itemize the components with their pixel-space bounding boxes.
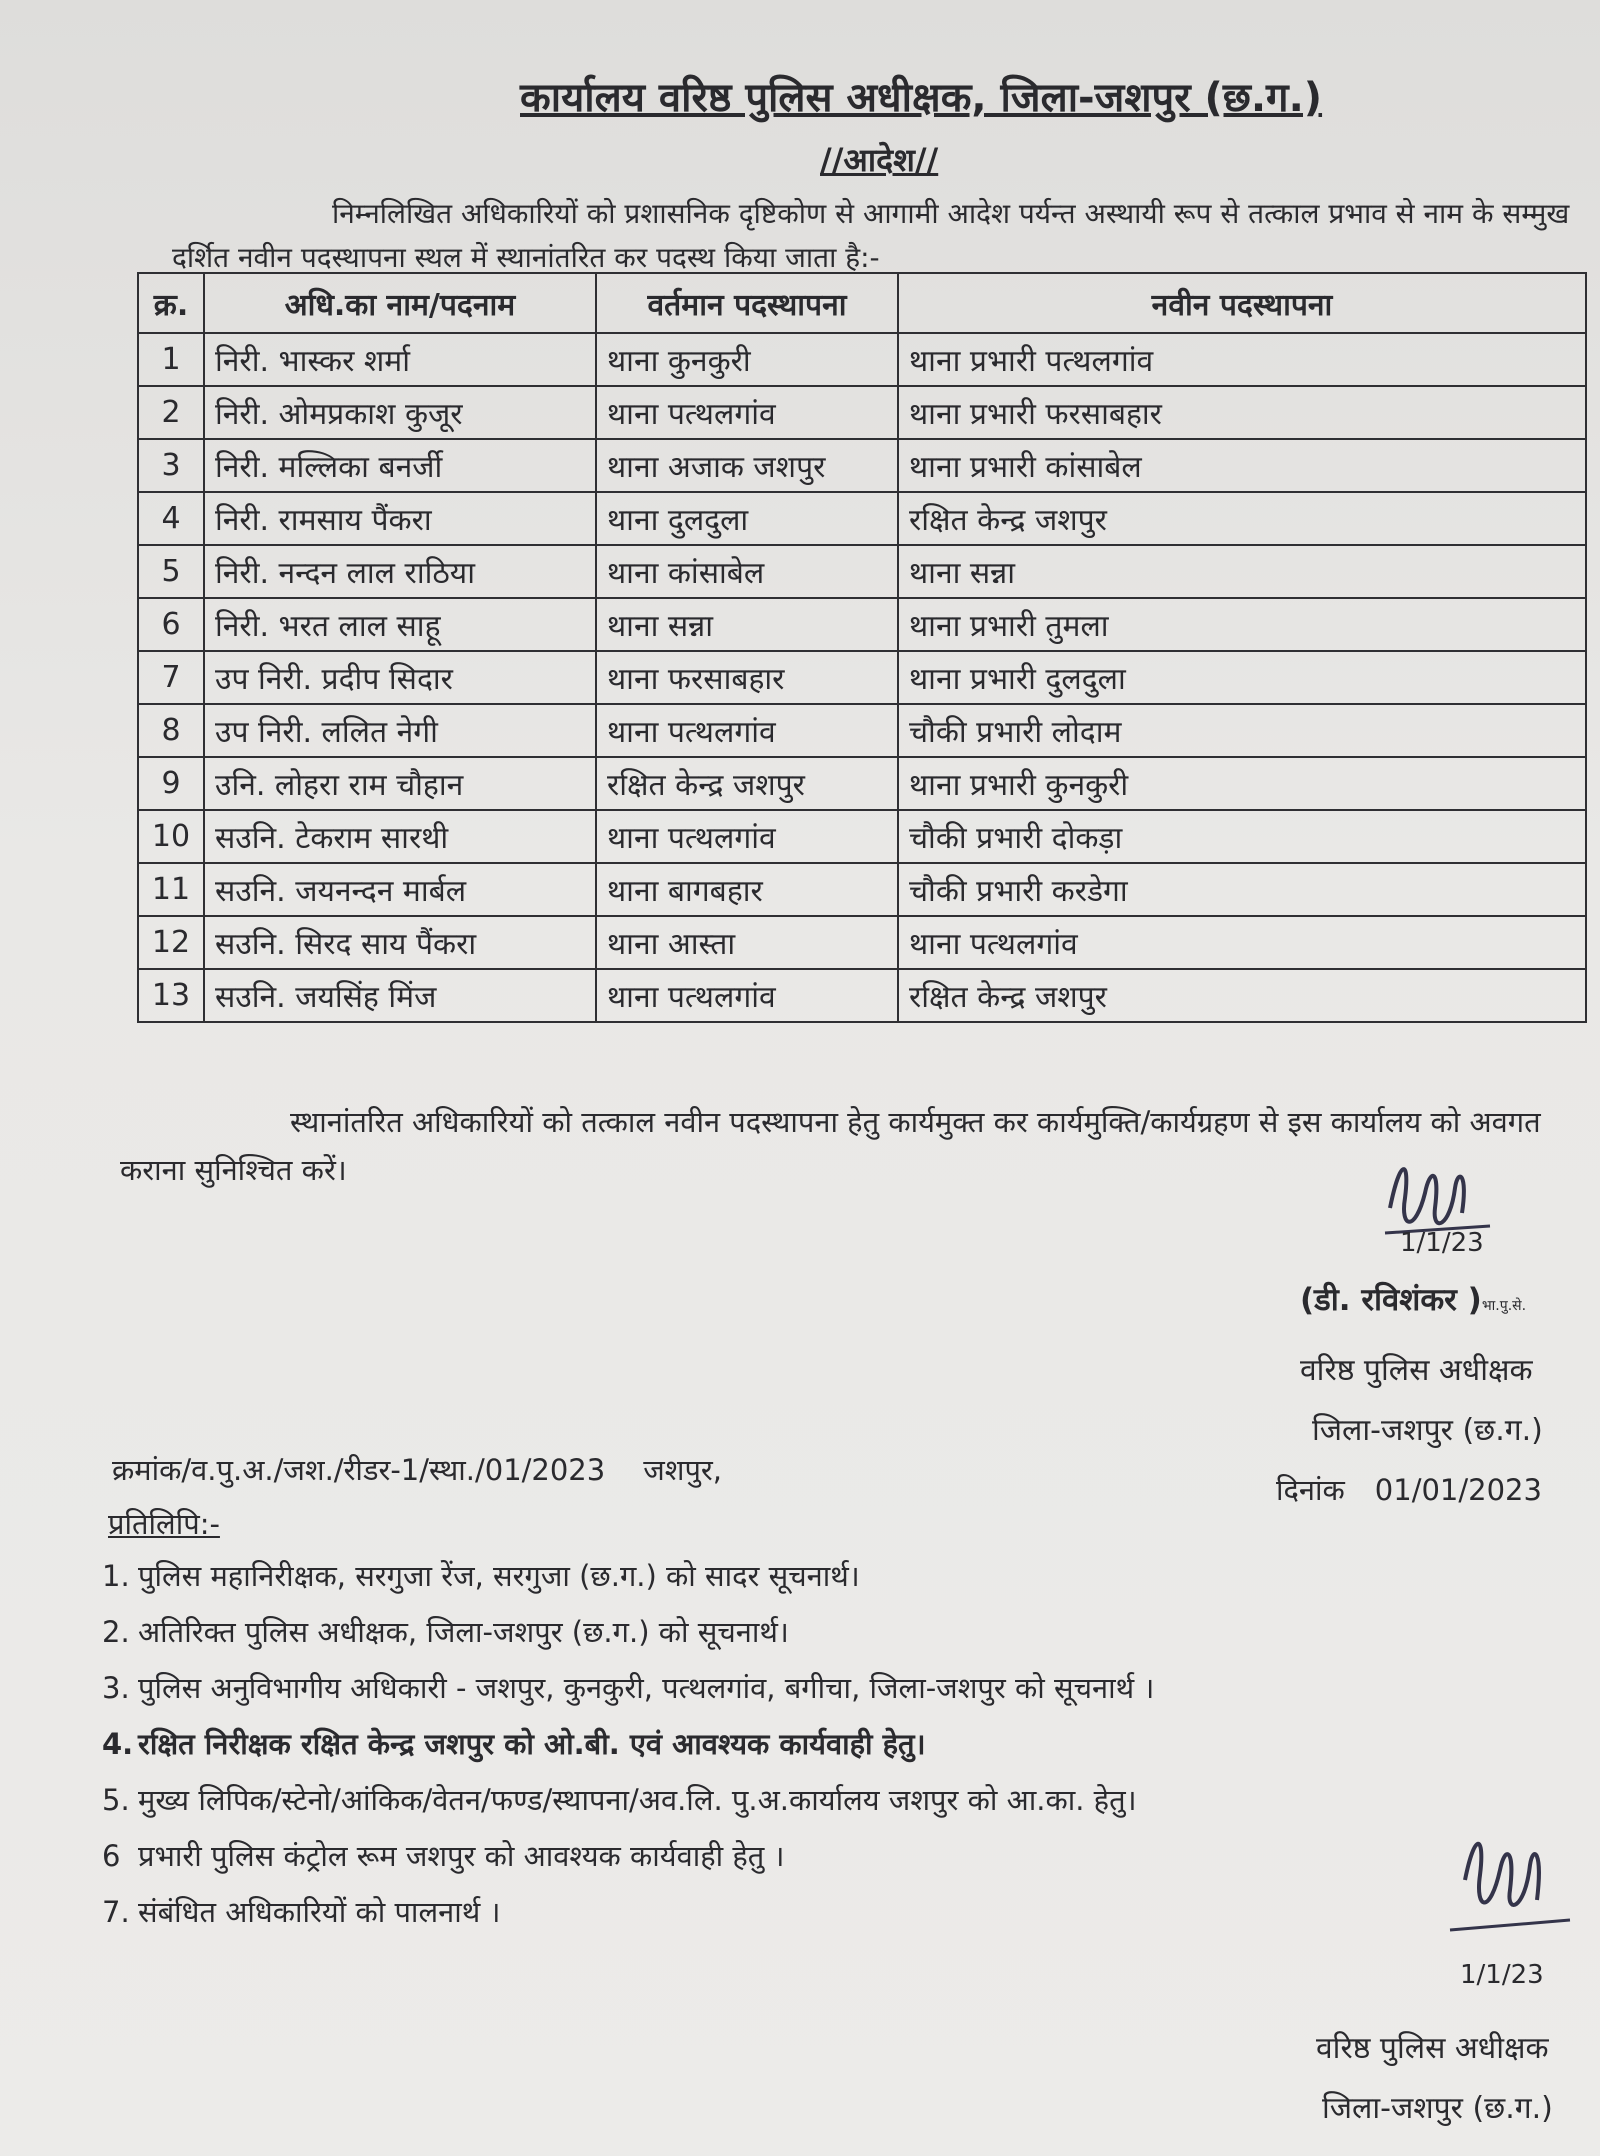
- row-current: थाना पत्थलगांव: [596, 969, 898, 1022]
- row-name: सउनि. जयनन्दन मार्बल: [204, 863, 596, 916]
- row-serial: 12: [138, 916, 204, 969]
- copy-num: 2.: [102, 1615, 130, 1649]
- copy-text: मुख्य लिपिक/स्टेनो/आंकिक/वेतन/फण्ड/स्थापना/अव.लि. पु.अ.कार्यालय जशपुर को आ.का. हेतु।: [138, 1783, 1137, 1817]
- copy-text: पुलिस महानिरीक्षक, सरगुजा रेंज, सरगुजा (छ.ग.) को सादर सूचनार्थ।: [138, 1559, 860, 1593]
- copy-list: [102, 1556, 1154, 1948]
- table-row: [138, 757, 1586, 810]
- row-name: उनि. लोहरा राम चौहान: [204, 757, 596, 810]
- row-current: थाना बागबहार: [596, 863, 898, 916]
- list-item: [102, 1836, 1154, 1892]
- table-row: [138, 333, 1586, 386]
- row-serial: 13: [138, 969, 204, 1022]
- table-row: [138, 810, 1586, 863]
- footer-district: जिला-जशपुर (छ.ग.): [1322, 2091, 1553, 2126]
- table-row: [138, 969, 1586, 1022]
- row-serial: 11: [138, 863, 204, 916]
- table-row: [138, 704, 1586, 757]
- transfer-table: [137, 272, 1587, 1023]
- copy-text: पुलिस अनुविभागीय अधिकारी - जशपुर, कुनकुरी, पत्थलगांव, बगीचा, जिला-जशपुर को सूचनार्थ ।: [138, 1671, 1155, 1705]
- relieve-instruction: स्थानांतरित अधिकारियों को तत्काल नवीन पदस्थापना हेतु कार्यमुक्त कर कार्यमुक्ति/कार्यग्रहण से इस कार्यालय को अवगत कराना सुनिश्चित करें।: [120, 1105, 1541, 1187]
- table-row: [138, 916, 1586, 969]
- row-new: रक्षित केन्द्र जशपुर: [898, 969, 1586, 1022]
- row-current: थाना कांसाबेल: [596, 545, 898, 598]
- copy-num: 1.: [102, 1559, 130, 1593]
- table-row: [138, 439, 1586, 492]
- row-name: सउनि. सिरद साय पैंकरा: [204, 916, 596, 969]
- row-name: निरी. नन्दन लाल राठिया: [204, 545, 596, 598]
- header-serial: क्र.: [138, 273, 204, 333]
- row-current: थाना दुलदुला: [596, 492, 898, 545]
- row-current: थाना सन्ना: [596, 598, 898, 651]
- copy-text: प्रभारी पुलिस कंट्रोल रूम जशपुर को आवश्यक कार्यवाही हेतु ।: [138, 1839, 785, 1873]
- copy-heading: प्रतिलिपि:-: [108, 1507, 220, 1541]
- copy-num: 4.: [102, 1727, 134, 1761]
- list-item: [102, 1668, 1154, 1724]
- table-row: [138, 492, 1586, 545]
- row-current: थाना कुनकुरी: [596, 333, 898, 386]
- signature-date-mark: 1/1/23: [1400, 1228, 1484, 1258]
- row-current: थाना आस्ता: [596, 916, 898, 969]
- row-name: निरी. भरत लाल साहू: [204, 598, 596, 651]
- office-title: कार्यालय वरिष्ठ पुलिस अधीक्षक, जिला-जशपुर (छ.ग.): [520, 75, 1323, 121]
- row-name: उप निरी. प्रदीप सिदार: [204, 651, 596, 704]
- signer-ips: भा.पु.से.: [1481, 1298, 1527, 1314]
- signer-name: [1300, 1278, 1526, 1320]
- row-name: सउनि. जयसिंह मिंज: [204, 969, 596, 1022]
- row-serial: 2: [138, 386, 204, 439]
- row-current: थाना पत्थलगांव: [596, 810, 898, 863]
- table-row: [138, 598, 1586, 651]
- row-serial: 1: [138, 333, 204, 386]
- footer-signature-mark: [1440, 1820, 1600, 1940]
- row-current: रक्षित केन्द्र जशपुर: [596, 757, 898, 810]
- row-current: थाना पत्थलगांव: [596, 386, 898, 439]
- date-line: [1276, 1470, 1542, 1509]
- copy-num: 3.: [102, 1671, 130, 1705]
- row-serial: 5: [138, 545, 204, 598]
- copy-text: रक्षित निरीक्षक रक्षित केन्द्र जशपुर को ओ.बी. एवं आवश्यक कार्यवाही हेतु।: [138, 1727, 926, 1761]
- table-row: [138, 545, 1586, 598]
- row-new: थाना प्रभारी तुमला: [898, 598, 1586, 651]
- row-new: थाना प्रभारी दुलदुला: [898, 651, 1586, 704]
- row-new: रक्षित केन्द्र जशपुर: [898, 492, 1586, 545]
- copy-text: संबंधित अधिकारियों को पालनार्थ ।: [138, 1895, 501, 1929]
- row-name: निरी. रामसाय पैंकरा: [204, 492, 596, 545]
- row-serial: 4: [138, 492, 204, 545]
- copy-num: 5.: [102, 1783, 130, 1817]
- row-new: चौकी प्रभारी दोकड़ा: [898, 810, 1586, 863]
- copy-text: अतिरिक्त पुलिस अधीक्षक, जिला-जशपुर (छ.ग.) को सूचनार्थ।: [138, 1615, 789, 1649]
- row-serial: 6: [138, 598, 204, 651]
- reference-place: जशपुर,: [643, 1453, 723, 1487]
- header-current-posting: वर्तमान पदस्थापना: [596, 273, 898, 333]
- list-item: [102, 1612, 1154, 1668]
- row-new: थाना प्रभारी पत्थलगांव: [898, 333, 1586, 386]
- row-current: थाना पत्थलगांव: [596, 704, 898, 757]
- row-serial: 8: [138, 704, 204, 757]
- copy-num: 7.: [102, 1895, 130, 1929]
- order-label: //आदेश//: [820, 141, 939, 179]
- list-item: [102, 1556, 1154, 1612]
- signer-name-text: (डी. रविशंकर ): [1300, 1282, 1482, 1318]
- row-new: थाना सन्ना: [898, 545, 1586, 598]
- header-new-posting: नवीन पदस्थापना: [898, 273, 1586, 333]
- list-item: [102, 1724, 1154, 1780]
- row-new: चौकी प्रभारी लोदाम: [898, 704, 1586, 757]
- date-value: 01/01/2023: [1374, 1473, 1542, 1507]
- table-body: [138, 333, 1586, 1022]
- signer-designation: वरिष्ठ पुलिस अधीक्षक: [1300, 1353, 1533, 1388]
- row-current: थाना फरसाबहार: [596, 651, 898, 704]
- row-serial: 10: [138, 810, 204, 863]
- row-serial: 7: [138, 651, 204, 704]
- row-new: चौकी प्रभारी करडेगा: [898, 863, 1586, 916]
- row-serial: 3: [138, 439, 204, 492]
- signer-district: जिला-जशपुर (छ.ग.): [1312, 1413, 1543, 1448]
- row-new: थाना प्रभारी कुनकुरी: [898, 757, 1586, 810]
- table-row: [138, 863, 1586, 916]
- row-new: थाना प्रभारी फरसाबहार: [898, 386, 1586, 439]
- row-name: निरी. ओमप्रकाश कुजूर: [204, 386, 596, 439]
- list-item: [102, 1780, 1154, 1836]
- footer-date-mark: 1/1/23: [1460, 1960, 1544, 1990]
- header-name: अधि.का नाम/पदनाम: [204, 273, 596, 333]
- row-current: थाना अजाक जशपुर: [596, 439, 898, 492]
- copy-num: 6: [102, 1839, 121, 1873]
- list-item: [102, 1892, 1154, 1948]
- row-name: निरी. मल्लिका बनर्जी: [204, 439, 596, 492]
- footer-designation: वरिष्ठ पुलिस अधीक्षक: [1316, 2031, 1549, 2066]
- row-name: उप निरी. ललित नेगी: [204, 704, 596, 757]
- row-new: थाना प्रभारी कांसाबेल: [898, 439, 1586, 492]
- table-row: [138, 651, 1586, 704]
- table-header-row: [138, 273, 1586, 333]
- row-serial: 9: [138, 757, 204, 810]
- row-new: थाना पत्थलगांव: [898, 916, 1586, 969]
- row-name: सउनि. टेकराम सारथी: [204, 810, 596, 863]
- reference-line: [112, 1450, 722, 1489]
- reference-number: क्रमांक/व.पु.अ./जश./रीडर-1/स्था./01/2023: [112, 1453, 606, 1487]
- intro-paragraph: निम्नलिखित अधिकारियों को प्रशासनिक दृष्टिकोण से आगामी आदेश पर्यन्त अस्थायी रूप से तत्काल प्रभाव से नाम के सम्मुख दर्शित नवीन पदस्थापना स्थल में स्थानांतरित कर पदस्थ किया जाता है:-: [172, 197, 1570, 274]
- date-label: दिनांक: [1276, 1473, 1345, 1507]
- table-row: [138, 386, 1586, 439]
- row-name: निरी. भास्कर शर्मा: [204, 333, 596, 386]
